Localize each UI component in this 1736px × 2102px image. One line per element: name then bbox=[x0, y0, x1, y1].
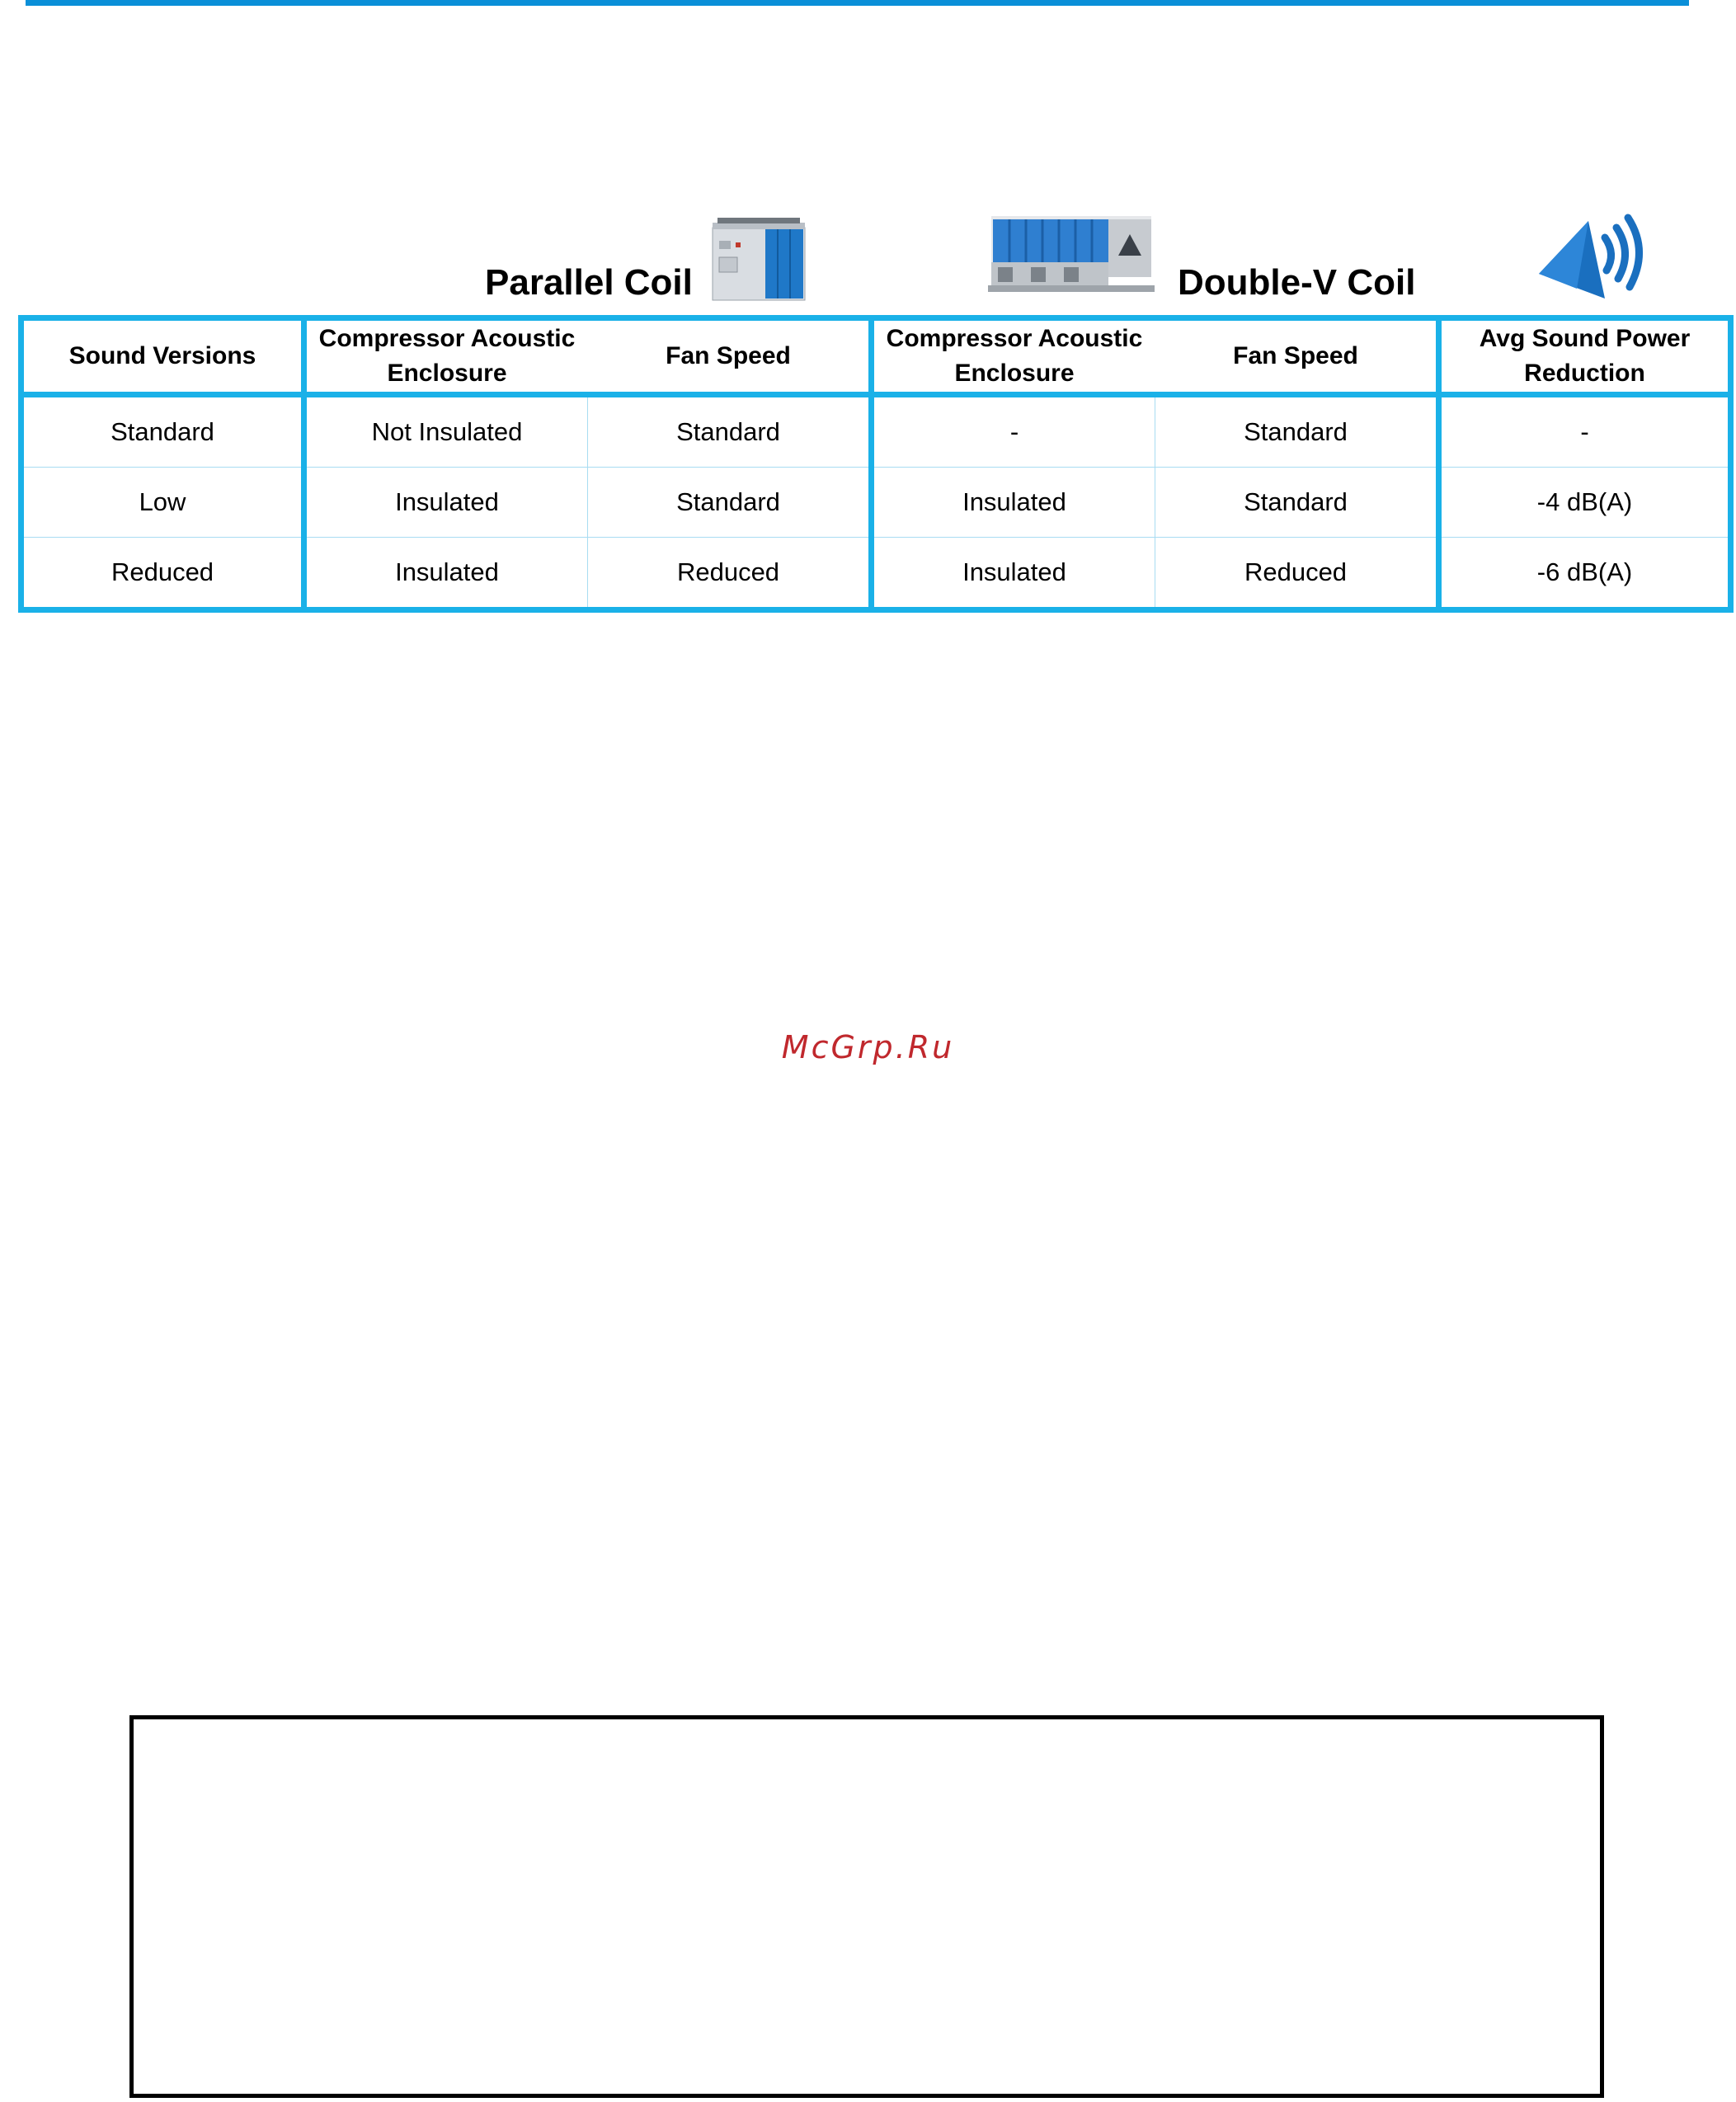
table-cell: Standard bbox=[588, 468, 872, 538]
table-cell: Standard bbox=[1155, 468, 1439, 538]
table-cell: Not Insulated bbox=[304, 395, 588, 468]
parallel-coil-title: Parallel Coil bbox=[485, 262, 693, 303]
header-doublev-fan-speed: Fan Speed bbox=[1155, 318, 1439, 395]
table-cell: Insulated bbox=[304, 538, 588, 610]
table-cell: Standard bbox=[1155, 395, 1439, 468]
table-cell: - bbox=[872, 395, 1155, 468]
header-parallel-compressor-enclosure: Compressor Acoustic Enclosure bbox=[304, 318, 588, 395]
header-sound-versions: Sound Versions bbox=[21, 318, 304, 395]
footer-empty-box bbox=[129, 1715, 1604, 2098]
table-cell: Reduced bbox=[1155, 538, 1439, 610]
table-cell: Standard bbox=[21, 395, 304, 468]
table-cell: -6 dB(A) bbox=[1439, 538, 1731, 610]
table-row bbox=[21, 395, 1731, 468]
table-header-row bbox=[21, 318, 1731, 395]
speaker-sound-icon bbox=[1537, 213, 1644, 302]
table-cell: Insulated bbox=[304, 468, 588, 538]
table-row bbox=[21, 468, 1731, 538]
table-cell: Insulated bbox=[872, 468, 1155, 538]
double-v-coil-title: Double-V Coil bbox=[1178, 262, 1416, 303]
parallel-coil-unit-image bbox=[708, 216, 812, 303]
table-cell: Low bbox=[21, 468, 304, 538]
header-parallel-fan-speed: Fan Speed bbox=[588, 318, 872, 395]
table-row bbox=[21, 538, 1731, 610]
table-cell: Reduced bbox=[21, 538, 304, 610]
table-cell: Insulated bbox=[872, 538, 1155, 610]
table-cell: -4 dB(A) bbox=[1439, 468, 1731, 538]
sound-versions-table bbox=[18, 315, 1734, 613]
watermark-text: McGrp.Ru bbox=[781, 1029, 955, 1065]
header-avg-sound-power-reduction: Avg Sound Power Reduction bbox=[1439, 318, 1731, 395]
table-cell: Reduced bbox=[588, 538, 872, 610]
header-doublev-compressor-enclosure: Compressor Acoustic Enclosure bbox=[872, 318, 1155, 395]
table-cell: - bbox=[1439, 395, 1731, 468]
table-cell: Standard bbox=[588, 395, 872, 468]
double-v-coil-unit-image bbox=[986, 208, 1156, 299]
top-accent-rule bbox=[26, 0, 1689, 6]
